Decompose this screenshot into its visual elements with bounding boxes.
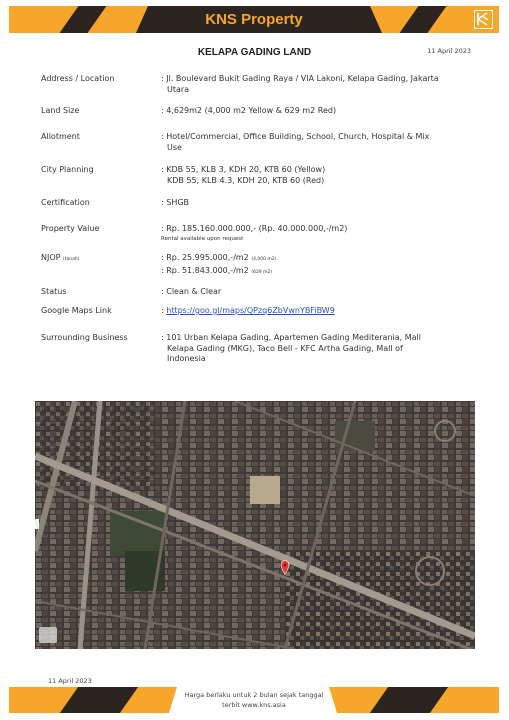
satellite-map[interactable] [35, 401, 475, 649]
allotment-line1: : Hotel/Commercial, Office Building, School, Church, Hospital & Mix [161, 132, 430, 141]
rental-note: Rental available upon request [161, 235, 244, 242]
land-size-label: Land Size [41, 106, 80, 115]
property-value-amount: : Rp. 185.160.000.000,- (Rp. 40.000.000,-/m2) [161, 224, 348, 233]
allotment-line2: Use [167, 142, 182, 152]
surrounding-line3: Indonesia [167, 354, 206, 363]
layers-thumbnail[interactable] [39, 627, 57, 643]
maps-link-prefix: : [161, 306, 167, 315]
njop-line1-amount: : Rp. 25.995.000,-/m2 [161, 253, 249, 262]
njop-value [161, 253, 479, 278]
address-value [161, 74, 479, 95]
njop-label-note: (tanah) [63, 257, 80, 262]
surrounding-value [161, 333, 479, 365]
maps-link-label: Google Maps Link [41, 306, 112, 315]
land-size-value: : 4,629m2 (4,000 m2 Yellow & 629 m2 Red) [161, 106, 337, 115]
city-planning-line2: KDB 55, KLB 4.3, KDH 20, KTB 60 (Red) [167, 175, 325, 185]
allotment-value [161, 132, 479, 153]
property-value-value [161, 224, 479, 243]
document-date: 11 April 2023 [427, 47, 471, 55]
certification-label: Certification [41, 198, 90, 207]
document-title: KELAPA GADING LAND [197, 47, 312, 58]
city-planning-value [161, 165, 479, 186]
footer-date: 11 April 2023 [48, 677, 92, 685]
surrounding-line1: : 101 Urban Kelapa Gading, Apartemen Gading Mediterania, Mall [161, 333, 421, 342]
njop-line2 [161, 266, 479, 279]
footer-bar [9, 687, 499, 713]
allotment-label: Allotment [41, 132, 80, 141]
njop-label: NJOP [41, 253, 61, 262]
property-value-label: Property Value [41, 224, 100, 233]
footer-note [9, 690, 499, 710]
footer-note-line2: terbit www.kns.asia [222, 701, 286, 709]
collapse-handle[interactable] [35, 519, 39, 529]
brand-title: KNS Property [205, 11, 303, 28]
google-maps-link[interactable]: https://goo.gl/maps/QPzq6ZbVwnYBFiBW9 [166, 306, 335, 315]
address-label: Address / Location [41, 74, 115, 83]
njop-label-wrap [41, 253, 161, 266]
njop-line2-note: (629 m2) [251, 269, 273, 275]
header-bar [9, 6, 499, 33]
certification-value: : SHGB [161, 198, 190, 207]
maps-link-value [161, 306, 479, 317]
status-label: Status [41, 287, 67, 296]
footer-note-line1: Harga berlaku untuk 2 bulan sejak tanggal [184, 691, 324, 699]
njop-line1-note: (4,000 m2) [251, 257, 277, 262]
surrounding-line2: Kelapa Gading (MKG), Taco Bell - KFC Artha Gading, Mall of [167, 343, 403, 353]
city-planning-line1: : KDB 55, KLB 3, KDH 20, KTB 60 (Yellow) [161, 165, 326, 174]
surrounding-label: Surrounding Business [41, 333, 128, 342]
kns-logo-icon [474, 10, 493, 29]
njop-line2-amount: : Rp. 51.843.000,-/m2 [161, 265, 249, 275]
city-planning-label: City Planning [41, 165, 94, 174]
address-line1: : Jl. Boulevard Bukit Gading Raya / VIA Lakoni, Kelapa Gading, Jakarta [161, 74, 439, 83]
address-line2: Utara [167, 84, 190, 94]
njop-line1 [161, 253, 479, 266]
status-value: : Clean & Clear [161, 287, 222, 296]
